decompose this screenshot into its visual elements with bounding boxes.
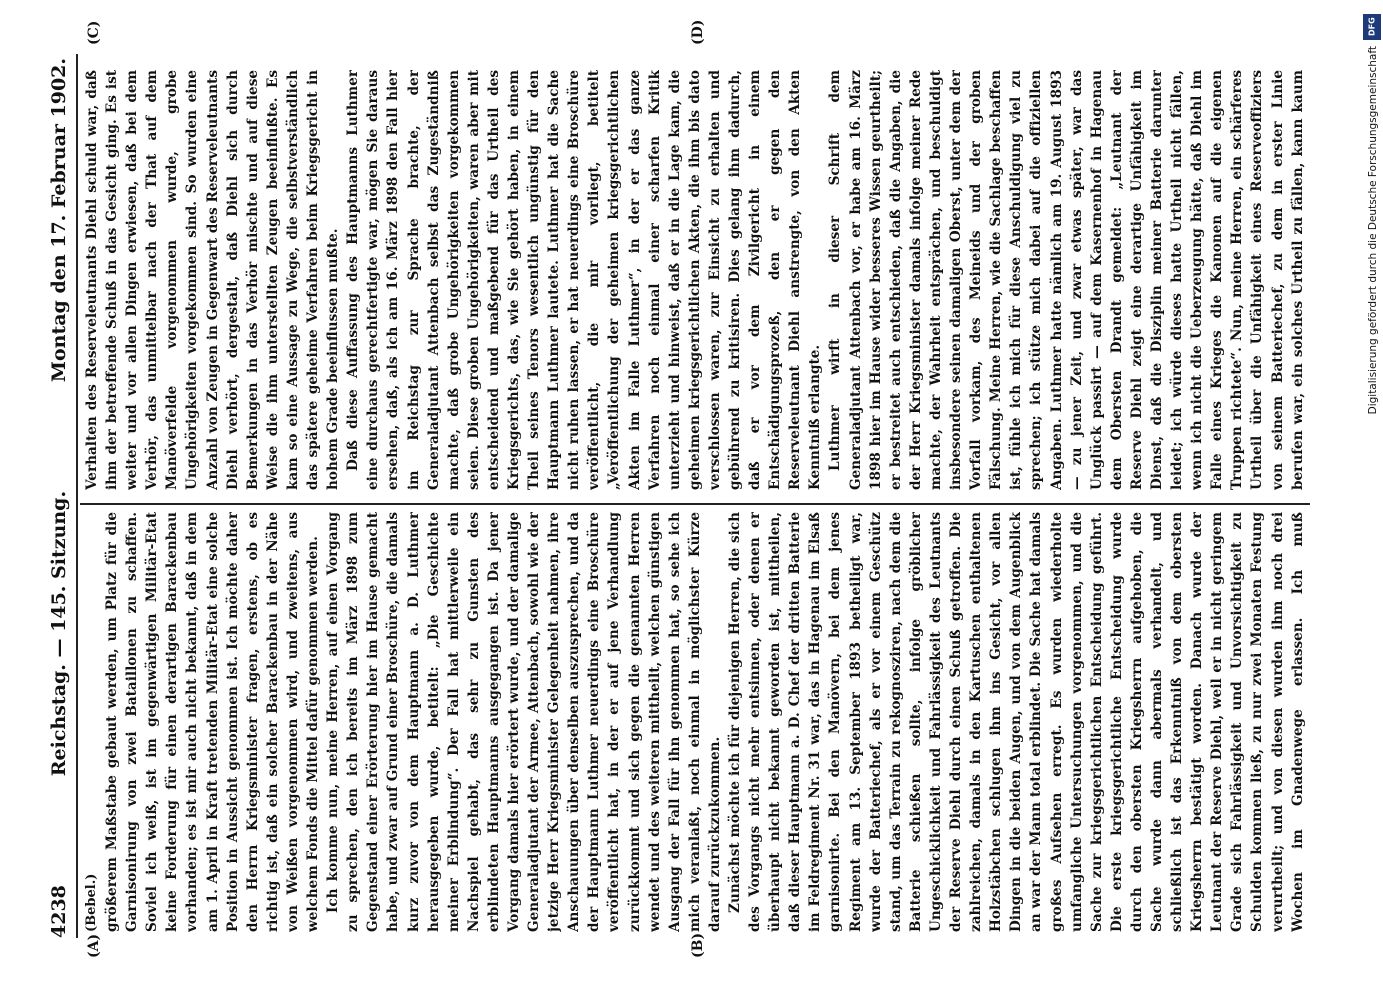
paragraph: Luthmer wirft in dieser Schrift dem Generaladjutant Attenbach vor, er habe am 16. März 1898 hier im Hause wider besseres Wissen geurtheilt; er bestreitet auch entschieden, daß die Angaben, die der Herr Kriegsminister damals infolge meiner Rede machte, der Wahrheit entsprächen, und beschuldigt insbesondere seinen damaligen Oberst, unter dem der Vorfall vorkam, des Meineids und der groben Fälschung. Meine Herren, wie die Sachlage beschaffen ist, fühle ich mich für diese Anschuldigung viel zu sprechen; ich stütze mich dabei auf die offiziellen Angaben. Luthmer hatte nämlich am 19. August 1893 — zu jener Zeit, und zwar etwas später, war das Unglück passirt — auf dem Kasernenhof in Hagenau dem Obersten Drandt gemeldet: „Leutnant der Reserve Diehl zeigt eine derartige Unfähigkeit im Dienst, daß die Disziplin meiner Batterie darunter leidet; ich würde dieses hatte Urtheil nicht fällen, wenn ich nicht die Ueberzeugung hätte, daß Diehl im Falle eines Krieges die Kanonen auf die eigenen Truppen richtete“. Nun, meine Herren, ein schärferes Urtheil über die Unfähigkeit eines Reserveoffiziers von seinem Batteriechef, zu dem in erster Linie berufen war, ein solches Urtheil zu fällen, kann kaum [827, 70, 1306, 490]
paragraph: größerem Maßstabe gebaut werden, um Platz für die Garnisonirung von zwei Bataillonen zu schaffen. Soviel ich weiß, ist im gegenwärtigen Militär-Etat keine Forderung für einen derartigen Barackenbau vorhanden; es ist mir auch nicht bekannt, daß in dem am 1. April in Kraft tretenden Militär-Etat eine solche Position in Aussicht genommen ist. Ich möchte daher den Herrn Kriegsminister fragen, erstens, ob es richtig ist, daß ein solcher Barackenbau in der Nähe von Weißen vorgenommen wird, und zweitens, aus welchem Fonds die Mittel dafür genommen werden. [104, 512, 322, 932]
page-number: 4238 [48, 885, 70, 938]
dfg-logo-icon: DFG [1363, 14, 1381, 40]
margin-letter-d: (D) [690, 19, 706, 45]
speaker-label: (Bebel.) [84, 873, 99, 932]
session-title: Reichstag. — 145. Sitzung. [48, 490, 70, 777]
margin-letter-a: (A) [86, 933, 102, 958]
page-header [40, 58, 70, 938]
digitization-credit: Digitalisierung gefördert durch die Deutsche Forschungsgemeinschaft [1367, 46, 1379, 415]
paragraph: Daß diese Auffassung des Hauptmanns Luthmer eine durchaus gerechtfertigte war, mögen Sie daraus ersehen, daß, als ich am 16. März 1898 den Fall hier im Reichstag zur Sprache brachte, der Generaladjutant Attenbach selbst das Zugeständniß machte, daß grobe Ungehörigkeiten vorgekommen seien. Diese groben Ungehörigkeiten, waren aber mit entscheidend und maßgebend für das Urtheil des Kriegsgerichts, das, wie Sie gehört haben, in einem Theil seines Tenors wesentlich ungünstig für den Hauptmann Luthmer lautete. Luthmer hat die Sache nicht ruhen lassen, er hat neuerdings eine Broschüre veröffentlicht, die mir vorliegt, betitelt „Veröffentlichung der geheimen kriegsgerichtlichen Akten im Falle Luthmer“, in der er das ganze Verfahren noch einmal einer scharfen Kritik unterzieht und hinweist, daß er in die Lage kam, die geheimen kriegsgerichtlichen Akten, die ihm bis dato verschlossen waren, zur Einsicht zu erhalten und gebührend zu kritisiren. Dies gelang ihm dadurch, daß er vor dem Zivilgericht in einem Entschädigungsprozeß, den er gegen den Reserveleutnant Diehl anstrengte, von den Akten Kenntniß erlangte. [345, 70, 824, 490]
margin-letter-b: (B) [690, 932, 706, 958]
column-divider [80, 503, 1310, 505]
margin-letter-c: (C) [86, 20, 102, 45]
paragraph: Zunächst möchte ich für diejenigen Herren, die sich des Vorgangs nicht mehr entsinnen, oder denen er überhaupt nicht bekannt geworden ist, mittheilen, daß dieser Hauptmann a. D. Chef der dritten Batterie im Feldregiment Nr. 31 war, das in Hagenau im Elsaß garnisonirte. Bei den Manövern, bei dem jenes Regiment am 13. September 1893 betheiligt war, wurde der Batteriechef, als er vor einem Geschütz stand, um das Terrain zu rekognosziren, nach dem die Batterie schießen sollte, infolge gröblicher Ungeschicklichkeit und Fahrlässigkeit des Leutnants der Reserve Diehl durch einen Schuß getroffen. Die zahlreichen, damals in den Kartuschen enthaltenen Holzstäbchen schlugen ihm ins Gesicht, vor allen Dingen in die beiden Augen, und von dem Augenblick an war der Mann total erblindet. Die Sache hat damals großes Aufsehen erregt. Es wurden wiederholte umfangliche Untersuchungen vorgenommen, und die Sache zur kriegsgerichtlichen Entscheidung geführt. Die erste kriegsgerichtliche Entscheidung wurde durch den obersten Kriegsherrn aufgehoben, die Sache wurde dann abermals verhandelt, und schließlich ist das Erkenntniß von dem obersten Kriegsherrn bestätigt worden. Danach wurde der Leutnant der Reserve Diehl, weil er in nicht geringem Grade sich Fahrlässigkeit und Unvorsichtigkeit zu Schulden kommen ließ, zu nur zwei Monaten Festung verurtheilt; und von diesen wurden ihm noch drei Wochen im Gnadenwege erlassen. Ich muß [727, 512, 1306, 932]
left-text-column [82, 512, 1307, 932]
digitization-stamp [1361, 6, 1383, 746]
header-rule [76, 54, 78, 938]
paragraph: Verhalten des Reserveleutnants Diehl schuld war, daß ihm der betreffende Schuß in das Gesicht ging. Es ist weiter und vor allen Dingen erwiesen, daß bei dem Verhör, das unmittelbar nach der That auf dem Manöverfelde vorgenommen wurde, grobe Ungehörigkeiten vorgekommen sind. So wurden eine Anzahl von Zeugen in Gegenwart des Reserveleutnants Diehl verhört, dergestalt, daß Diehl sich durch Bemerkungen in das Verhör mischte und auf diese Weise die ihm unterstellten Zeugen beeinflußte. Es kam so eine Aussage zu Wege, die selbstverständlich das spätere geheime Verfahren beim Kriegsgericht in hohem Grade beeinflussen mußte. [84, 70, 342, 490]
paragraph: Ich komme nun, meine Herren, auf einen Vorgang zu sprechen, den ich bereits im März 1898 zum Gegenstand einer Erörterung hier im Hause gemacht habe, und zwar auf Grund einer Broschüre, die damals kurz zuvor von dem Hauptmann a. D. Luthmer herausgegeben wurde, betitelt: „Die Geschichte meiner Erblindung“. Der Fall hat mittlerweile ein Nachspiel gehabt, das sehr zu Gunsten des erblindeten Hauptmanns ausgegangen ist. Da jener Vorgang damals hier erörtert wurde, und der damalige Generaladjutant der Armee, Attenbach, sowohl wie der jetzige Herr Kriegsminister Gelegenheit nahmen, ihre Anschauungen über denselben auszusprechen, und da der Hauptmann Luthmer neuerdings eine Broschüre veröffentlicht hat, in der er auf jene Verhandlung zurückkommt und sich gegen die genannten Herren wendet und des weiteren mittheilt, welchen günstigen Ausgang der Fall für ihn genommen hat, so sehe ich mich veranlaßt, noch einmal in möglichster Kürze darauf zurückzukommen. [325, 512, 723, 932]
right-text-column [82, 70, 1307, 490]
session-date: Montag den 17. Februar 1902. [48, 58, 70, 383]
